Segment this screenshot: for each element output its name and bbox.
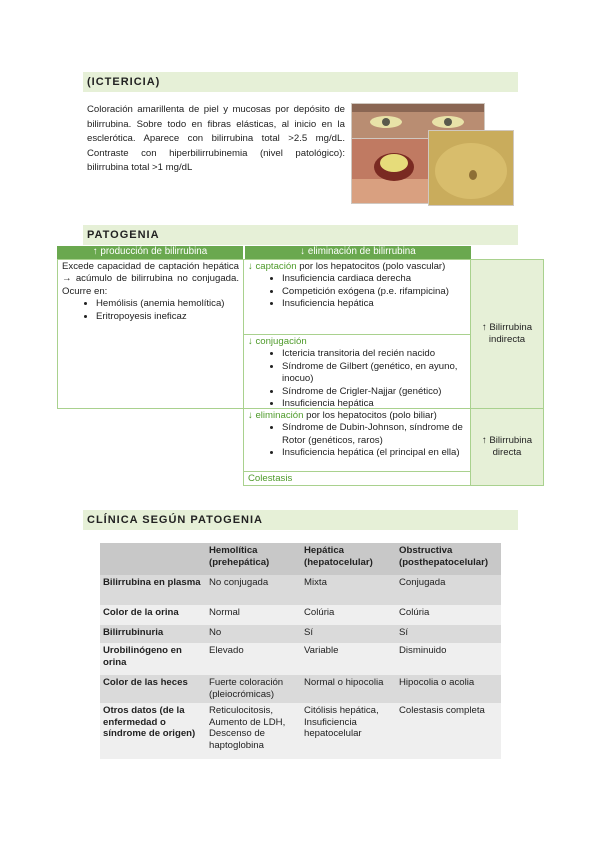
eliminacion-text: por los hepatocitos (polo biliar) xyxy=(303,410,437,421)
table-cell: Hipocolia o acolia xyxy=(396,675,501,703)
captacion-cell xyxy=(243,259,472,335)
conjugacion-label: ↓ conjugación xyxy=(248,336,307,347)
table-row xyxy=(100,675,501,703)
table-cell: No xyxy=(206,625,301,643)
header-eliminacion: ↓ eliminación de bilirrubina xyxy=(245,246,471,259)
eliminacion-list xyxy=(248,422,467,459)
table-row-header: Color de las heces xyxy=(100,675,206,703)
table-row xyxy=(100,625,501,643)
list-item: • Insuficiencia hepática xyxy=(282,298,467,310)
section-title-ictericia xyxy=(83,72,518,92)
list-item: • Insuficiencia hepática xyxy=(282,398,467,410)
table-row-header: Otros datos (de la enfermedad o síndrome de origen) xyxy=(100,703,206,759)
table-cell: Elevado xyxy=(206,643,301,675)
table-cell: Colúria xyxy=(396,605,501,625)
captacion-text: por los hepatocitos (polo vascular) xyxy=(296,261,446,272)
table-cell: Conjugada xyxy=(396,575,501,605)
table-header-row xyxy=(100,543,501,575)
list-item: • Ictericia transitoria del recién nacido xyxy=(282,348,467,360)
table-row-header: Urobilinógeno en orina xyxy=(100,643,206,675)
table-row-header: Color de la orina xyxy=(100,605,206,625)
produccion-list xyxy=(62,298,239,323)
table-header-cell: Hemolítica (prehepática) xyxy=(206,543,301,575)
conjugacion-cell xyxy=(243,334,472,409)
list-item: • Síndrome de Dubin-Johnson, síndrome de Rotor (genéticos, raros) xyxy=(282,422,467,447)
table-cell: Fuerte coloración (pleiocrómicas) xyxy=(206,675,301,703)
list-item: • Hemólisis (anemia hemolítica) xyxy=(96,298,239,310)
table-row xyxy=(100,703,501,759)
table-cell: Colúria xyxy=(301,605,396,625)
section-title-text: (ICTERICIA) xyxy=(87,76,161,88)
table-header-cell: Hepática (hepatocelular) xyxy=(301,543,396,575)
table-cell: Disminuido xyxy=(396,643,501,675)
table-row-header: Bilirrubina en plasma xyxy=(100,575,206,605)
side-directa-text: ↑ Bilirrubina directa xyxy=(481,434,533,458)
table-row xyxy=(100,643,501,675)
table-header-cell: Obstructiva (posthepatocelular) xyxy=(396,543,501,575)
conjugacion-list xyxy=(248,348,467,410)
clinica-table xyxy=(100,543,501,759)
section-title-clinica xyxy=(83,510,518,530)
produccion-text: Excede capacidad de captación hepática → acúmulo de bilirrubina no conjugada. Ocurre en: xyxy=(62,261,239,297)
list-item: • Competición exógena (p.e. rifampicina) xyxy=(282,286,467,298)
list-item: • Síndrome de Gilbert (genético, en ayuno, inocuo) xyxy=(282,361,467,386)
side-indirecta-text: ↑ Bilirrubina indirecta xyxy=(481,321,533,345)
colestasis-cell: Colestasis xyxy=(243,471,472,486)
table-cell: Variable xyxy=(301,643,396,675)
table-cell: Reticulocitosis, Aumento de LDH, Descenso de haptoglobina xyxy=(206,703,301,759)
section-title-text: PATOGENIA xyxy=(87,229,160,241)
table-row xyxy=(100,575,501,605)
list-item: • Insuficiencia hepática (el principal en ella) xyxy=(282,447,467,459)
table-cell: Sí xyxy=(301,625,396,643)
header-produccion: ↑ producción de bilirrubina xyxy=(57,246,243,259)
list-item: • Insuficiencia cardiaca derecha xyxy=(282,273,467,285)
table-cell: Colestasis completa xyxy=(396,703,501,759)
captacion-label: ↓ captación xyxy=(248,261,297,272)
section-title-text: CLÍNICA SEGÚN PATOGENIA xyxy=(87,514,263,526)
captacion-list xyxy=(248,273,467,310)
table-row xyxy=(100,605,501,625)
list-item: • Eritropoyesis ineficaz xyxy=(96,311,239,323)
table-cell: Mixta xyxy=(301,575,396,605)
table-cell: No conjugada xyxy=(206,575,301,605)
list-item: • Síndrome de Crigler-Najjar (genético) xyxy=(282,386,467,398)
section-title-patogenia xyxy=(83,225,518,245)
table-cell: Citólisis hepática, Insuficiencia hepatocelular xyxy=(301,703,396,759)
table-row-header: Bilirrubinuria xyxy=(100,625,206,643)
side-bilirrubina-indirecta xyxy=(470,259,544,409)
eliminacion-cell xyxy=(243,408,472,472)
table-cell: Normal o hipocolia xyxy=(301,675,396,703)
photo-skin xyxy=(428,130,514,206)
photo-mouth xyxy=(351,138,429,204)
table-cell: Normal xyxy=(206,605,301,625)
side-bilirrubina-directa xyxy=(470,408,544,486)
table-header-cell xyxy=(100,543,206,575)
table-cell: Sí xyxy=(396,625,501,643)
intro-paragraph: Coloración amarillenta de piel y mucosas por depósito de bilirrubina. Sobre todo en fibras elásticas, al inicio en la esclerótica. Aparece con bilirrubina total >2.5 mg/dL. Contraste con hiperbilirrubinemia (nivel patológico): bilirrubina total >1 mg/dL xyxy=(87,104,345,173)
produccion-cell xyxy=(57,259,244,409)
eliminacion-label: ↓ eliminación xyxy=(248,410,304,421)
